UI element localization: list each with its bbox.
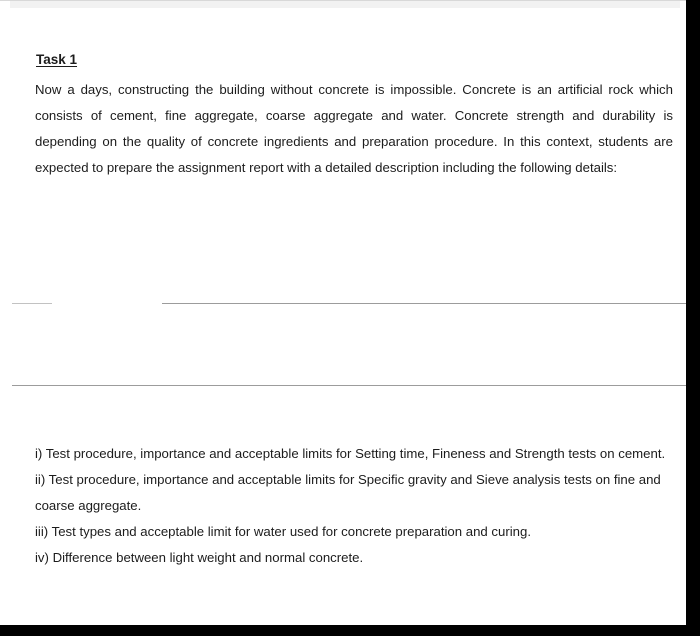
task-intro-paragraph: Now a days, constructing the building without concrete is impossible. Concrete is an artificial rock which consists of cement, fine aggregate, coarse aggregate and water. Concrete strength and durability is depending on the quality of concrete ingredients and preparation procedure. In this context, students are expected to prepare the assignment report with a detailed description including the following details:: [35, 82, 673, 175]
task-heading: Task 1: [36, 52, 78, 67]
divider-line-lower: [12, 385, 686, 386]
list-item: iv) Difference between light weight and normal concrete.: [35, 550, 364, 565]
divider-line-upper: [162, 303, 686, 304]
divider-line-short: [12, 303, 52, 304]
requirements-list: [35, 441, 675, 571]
list-item: ii) Test procedure, importance and acceptable limits for Specific gravity and Sieve analysis tests on fine and coarse aggregate.: [35, 472, 661, 513]
top-shade-band: [10, 1, 680, 8]
list-item: iii) Test types and acceptable limit for water used for concrete preparation and curing.: [35, 524, 532, 539]
list-item: i) Test procedure, importance and acceptable limits for Setting time, Fineness and Strength tests on cement.: [35, 446, 666, 461]
